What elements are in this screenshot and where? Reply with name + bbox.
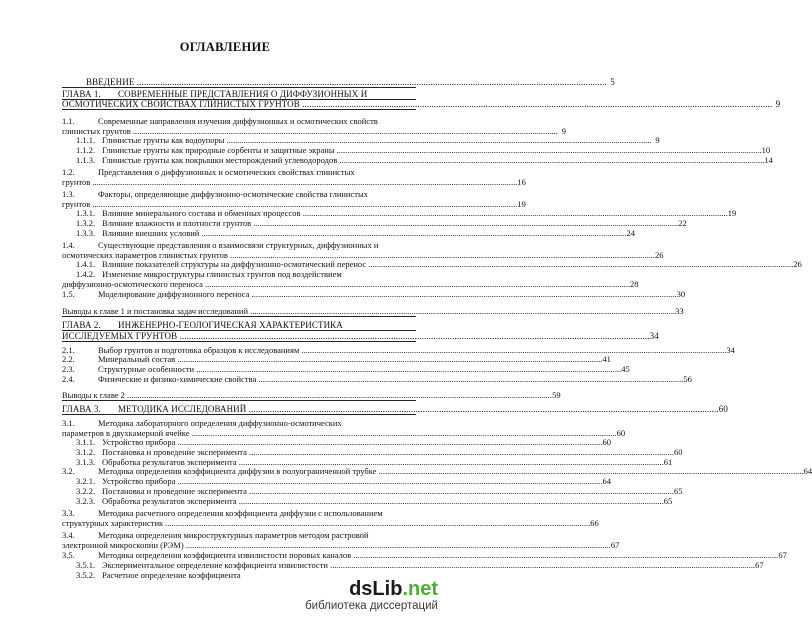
toc-entry-page: 64: [803, 466, 812, 476]
toc-entry: [62, 560, 764, 570]
toc-entry: [62, 208, 737, 218]
toc-entry-page: 60: [616, 428, 626, 438]
toc-entry-page: 34: [649, 331, 659, 341]
watermark: [305, 578, 438, 613]
toc-entry: [62, 116, 416, 126]
toc-entry-page: 30: [676, 289, 686, 299]
toc-entry: [62, 99, 781, 110]
toc-entry-number: 2.2.: [62, 354, 75, 364]
toc-entry-number: 1.1.: [62, 116, 75, 126]
toc-entry-title: Методика расчетного определения коэффициента диффузии с использованием: [98, 508, 383, 518]
toc-entry: [62, 331, 659, 342]
toc-entry-page: 34: [726, 345, 735, 355]
toc-entry-number: 1.4.2.: [76, 269, 96, 279]
toc-entry-number: 3.2.2.: [76, 486, 96, 496]
toc-entry: [62, 518, 599, 528]
toc-entry-title: ОСМОТИЧЕСКИХ СВОЙСТВАХ ГЛИНИСТЫХ ГРУНТОВ ........................................................................................................................................................................................................: [62, 99, 773, 109]
toc-entry-title: Минеральный состав ........................................................................................................................................................................................................: [98, 354, 603, 364]
toc-entry-title: Структурные особенности ........................................................................................................................................................................................................: [98, 364, 622, 374]
toc-entry-page: 26: [654, 250, 664, 260]
toc-entry-title: диффузионно-осмотического переноса ........................................................................................................................................................................................................: [62, 279, 630, 289]
toc-entry-number: 3.1.3.: [76, 457, 96, 467]
toc-entry: [62, 364, 630, 374]
toc-entry-page: 24: [626, 228, 635, 238]
toc-entry: [62, 279, 639, 289]
toc-entry-number: 3.2.1.: [76, 476, 96, 486]
toc-entry-title: грунтов ........................................................................................................................................................................................................: [62, 199, 518, 209]
toc-entry-page: 26: [793, 259, 802, 269]
toc-entry: [62, 135, 660, 145]
toc-entry-page: 5: [610, 77, 615, 87]
toc-entry-title: Изменение микроструктуры глинистых грунтов под воздействием: [102, 269, 342, 279]
watermark-subtitle: библиотека диссертаций: [305, 600, 438, 612]
toc-entry: [62, 540, 620, 550]
toc-entry-title: ВВЕДЕНИЕ ........................................................................................................................................................................................................: [86, 77, 607, 87]
toc-entry-page: 59: [552, 390, 561, 400]
toc-entry-title: Обработка результатов эксперимента ........................................................................................................................................................................................................: [102, 457, 664, 467]
toc-entry-page: 19: [727, 208, 737, 218]
toc-entry-page: 66: [590, 518, 599, 528]
toc-entry: [62, 404, 728, 415]
toc-entry-title: Глинистые грунты как природные сорбенты и защитные экраны ........................................................................................................................................................................................................: [102, 145, 762, 155]
toc-entry: [62, 189, 416, 199]
toc-entry: [62, 167, 416, 177]
toc-entry: [62, 550, 787, 560]
toc-entry-page: 33: [675, 306, 684, 316]
toc-entry-title: грунтов ........................................................................................................................................................................................................: [62, 177, 518, 187]
toc-entry-title: Постановка и проведение эксперимента ........................................................................................................................................................................................................: [102, 447, 674, 457]
toc-entry-page: 60: [674, 447, 683, 457]
toc-entry: [62, 218, 687, 228]
toc-entry-page: 19: [517, 199, 526, 209]
toc-entry-number: 1.4.: [62, 240, 75, 250]
toc-entry-number: 3.1.2.: [76, 447, 96, 457]
toc-entry-number: 3.5.1.: [76, 560, 96, 570]
toc-entry: [62, 259, 802, 269]
toc-entry-title: СОВРЕМЕННЫЕ ПРЕДСТАВЛЕНИЯ О ДИФФУЗИОННЫХ И: [118, 89, 368, 99]
watermark-logo: dsLib.net: [349, 578, 438, 600]
toc-entry-title: Постановка и проведение эксперимента ........................................................................................................................................................................................................: [102, 486, 674, 496]
toc-entry-title: Физические и физико-химические свойства ........................................................................................................................................................................................................: [98, 374, 684, 384]
toc-entry: [62, 240, 416, 250]
toc-entry-title: Выбор грунтов и подготовка образцов к исследованиям ........................................................................................................................................................................................................: [98, 345, 727, 355]
toc-entry-title: Факторы, определяющие диффузионно-осмотические свойства глинистых: [98, 189, 368, 199]
toc-entry-page: 9: [561, 126, 566, 136]
toc-entry-title: Глинистые грунты как водоупоры ........................................................................................................................................................................................................: [102, 135, 652, 145]
toc-entry-number: 1.3.1.: [76, 208, 96, 218]
toc-entry-title: Методика определения микроструктурных параметров методом растровой: [98, 530, 369, 540]
toc-entry-title: Представления о диффузионных и осмотических свойствах глинистых: [98, 167, 355, 177]
toc-entry: [62, 530, 416, 540]
toc-entry-page: 22: [678, 218, 687, 228]
toc-entry-page: 65: [663, 496, 673, 506]
toc-entry-number: 1.1.1.: [76, 135, 96, 145]
toc-entry-title: Методика определения коэффициента извилистости поровых каналов ........................................................................................................................................................................................................: [98, 550, 779, 560]
toc-entry-page: 9: [655, 135, 660, 145]
toc-entry: [62, 496, 673, 506]
toc-entry-title: Влияние минерального состава и обменных процессов ........................................................................................................................................................................................................: [102, 208, 728, 218]
toc-entry-number: 3.4.: [62, 530, 75, 540]
toc-entry-page: 41: [602, 354, 611, 364]
toc-entry: [62, 466, 812, 476]
toc-entry-title: Влияние показателей структуры на диффузионно-осмотический перенос ........................................................................................................................................................................................................: [102, 259, 794, 269]
toc-entry-number: 3.5.: [62, 550, 75, 560]
toc-entry-page: 14: [764, 155, 773, 165]
toc-entry-page: 10: [761, 145, 771, 155]
toc-entry-page: 60: [718, 404, 728, 414]
toc-entry-title: осмотических параметров глинистых грунтов ........................................................................................................................................................................................................: [62, 250, 655, 260]
toc-entry-number: 3.1.: [62, 418, 75, 428]
toc-entry-page: 56: [683, 374, 692, 384]
toc-entry-number: 1.1.2.: [76, 145, 96, 155]
toc-entry-page: 67: [755, 560, 764, 570]
page-title: ОГЛАВЛЕНИЕ: [179, 40, 271, 54]
toc-entry: [62, 177, 526, 187]
toc-entry-number: ГЛАВА 3.: [62, 404, 101, 414]
toc-entry-number: 3.2.: [62, 466, 75, 476]
toc-entry-title: Устройство прибора ........................................................................................................................................................................................................: [102, 476, 603, 486]
toc-entry-page: 28: [630, 279, 639, 289]
toc-entry-title: Выводы к главе 1 и постановка задач исследований ........................................................................................................................................................................................................: [62, 306, 676, 316]
toc-entry-number: 3.3.: [62, 508, 75, 518]
toc-entry: [62, 228, 635, 238]
toc-entry: [62, 476, 612, 486]
toc-entry: [62, 447, 683, 457]
toc-entry-number: 3.2.3.: [76, 496, 96, 506]
toc-entry-number: ГЛАВА 2.: [62, 320, 101, 330]
toc-entry-title: Обработка результатов эксперимента ........................................................................................................................................................................................................: [102, 496, 664, 506]
toc-entry-title: параметров в двухкамерной ячейке ........................................................................................................................................................................................................: [62, 428, 617, 438]
toc-entry: [62, 155, 773, 165]
toc-entry-number: 2.1.: [62, 345, 75, 355]
toc-entry-number: 1.3.: [62, 189, 75, 199]
toc-entry-number: 1.2.: [62, 167, 75, 177]
toc-entry-title: Существующие представления о взаимосвязи структурных, диффузионных и: [98, 240, 379, 250]
toc-entry: [62, 486, 683, 496]
toc-entry-title: Расчетное определение коэффициента: [102, 570, 241, 580]
toc-entry-number: 1.3.2.: [76, 218, 96, 228]
toc-entry-number: 1.5.: [62, 289, 75, 299]
toc-entry-number: 1.1.3.: [76, 155, 96, 165]
toc-entry-page: 64: [602, 476, 612, 486]
toc-entry: [62, 269, 416, 279]
toc-entry-number: 1.4.1.: [76, 259, 96, 269]
toc-entry-page: 16: [517, 177, 526, 187]
toc-entry-title: ИССЛЕДУЕМЫХ ГРУНТОВ ........................................................................................................................................................................................................: [62, 331, 650, 341]
toc-entry-number: 3.1.1.: [76, 437, 96, 447]
toc-entry: [62, 320, 416, 331]
toc-entry-title: Моделирование диффузионного переноса ........................................................................................................................................................................................................: [98, 289, 677, 299]
toc-entry-number: 3.5.2.: [76, 570, 96, 580]
toc-entry-number: 2.3.: [62, 364, 75, 374]
toc-entry-page: 9: [775, 99, 781, 109]
toc-entry-title: ИНЖЕНЕРНО-ГЕОЛОГИЧЕСКАЯ ХАРАКТЕРИСТИКА: [118, 320, 343, 330]
toc-entry: [62, 374, 692, 384]
toc-entry-title: Методика определения коэффициента диффузии в полуограниченной трубке ........................................................................................................................................................................................................: [98, 466, 804, 476]
toc-entry-title: Глинистые грунты как покрышки месторождений углеводородов ........................................................................................................................................................................................................: [102, 155, 765, 165]
toc-entry-title: электронной микроскопии (РЭМ) ........................................................................................................................................................................................................: [62, 540, 611, 550]
toc-entry: [62, 437, 612, 447]
toc-entry-title: Методика лабораторного определения диффузионно-осмотических: [98, 418, 342, 428]
toc-entry-title: Современные направления изучения диффузионных и осмотических свойств: [98, 116, 378, 126]
toc-entry-title: Выводы к главе 2 ........................................................................................................................................................................................................: [62, 390, 553, 400]
toc-entry-number: ГЛАВА 1.: [62, 89, 101, 99]
toc-entry-page: 67: [610, 540, 620, 550]
toc-entry-title: глинистых грунтов ........................................................................................................................................................................................................: [62, 126, 558, 136]
toc-entry: [62, 289, 686, 299]
toc-entry: [62, 306, 684, 317]
toc-entry-title: структурных характеристик ........................................................................................................................................................................................................: [62, 518, 591, 528]
toc-entry-title: Устройство прибора ........................................................................................................................................................................................................: [102, 437, 603, 447]
toc-entry-page: 61: [663, 457, 673, 467]
toc-entry-title: Экспериментальное определение коэффициента извилистости ........................................................................................................................................................................................................: [102, 560, 756, 570]
toc-entry-page: 60: [602, 437, 612, 447]
toc-entry-title: Влияние внешних условий ........................................................................................................................................................................................................: [102, 228, 627, 238]
toc-entry: [62, 77, 615, 88]
toc-entry-title: МЕТОДИКА ИССЛЕДОВАНИЙ ........................................................................................................................................................................................................: [118, 404, 719, 414]
toc-entry: [62, 508, 416, 518]
toc-entry-page: 65: [674, 486, 683, 496]
toc-entry-title: Влияние влажности и плотности грунтов ........................................................................................................................................................................................................: [102, 218, 679, 228]
toc-entry-number: 2.4.: [62, 374, 75, 384]
toc-entry: [62, 390, 561, 401]
toc-entry: [62, 418, 416, 428]
toc-entry-page: 45: [621, 364, 630, 374]
toc-entry-page: 67: [778, 550, 787, 560]
toc-entry-number: 1.3.3.: [76, 228, 96, 238]
toc-entry: [62, 145, 771, 155]
toc-entry: [62, 354, 611, 364]
